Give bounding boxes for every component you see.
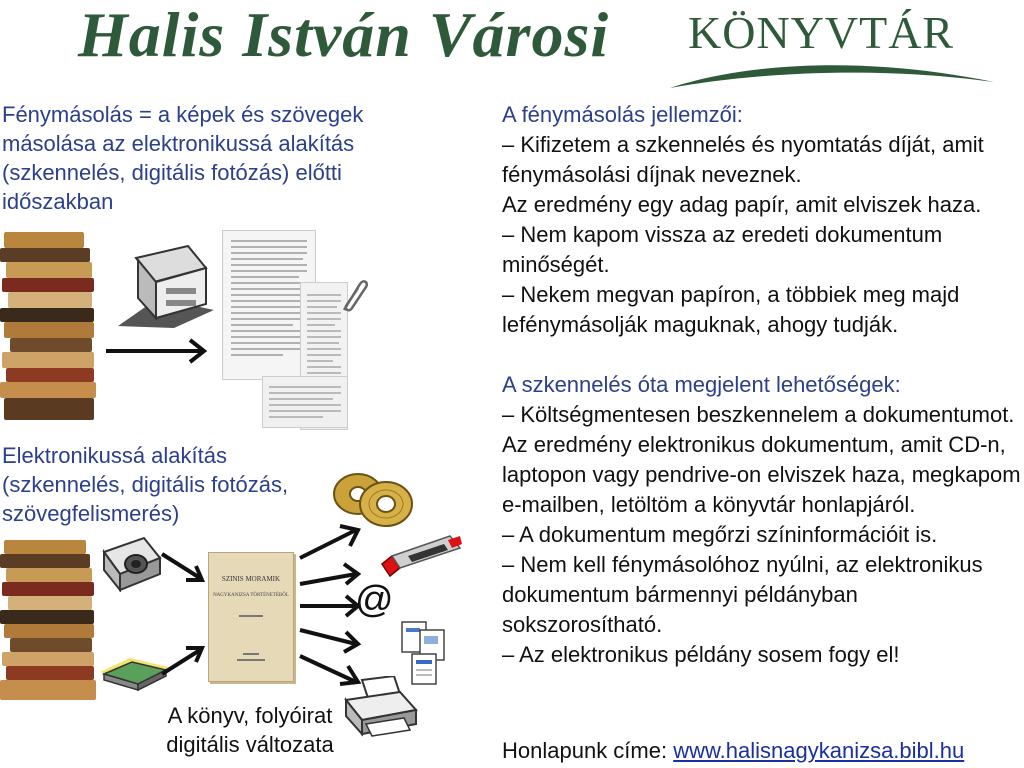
website-line bbox=[502, 738, 964, 764]
photocopy-features-title: A fénymásolás jellemzői: bbox=[502, 102, 743, 127]
book-cover-title: SZINIS MORAMIK bbox=[221, 575, 281, 583]
arrow-icon bbox=[160, 640, 208, 680]
photocopy-feature-line: – Nem kapom vissza az eredeti dokumentum minőségét. bbox=[502, 222, 943, 277]
website-label: Honlapunk címe: bbox=[502, 738, 674, 763]
usb-drive-icon bbox=[378, 534, 464, 578]
scanning-option-line: Az eredmény elektronikus dokumentum, amit CD-n, laptopon vagy pendrive-on elviszek haza, megkapom e-mailben, letöltöm a könyvtár honlapjáról. bbox=[502, 432, 1021, 517]
digital-version-caption: A könyv, folyóirat digitális változata bbox=[166, 703, 334, 757]
scanning-option-line: – Nem kell fénymásolóhoz nyúlni, az elektronikus dokumentum bármennyi példányban sokszorosítható. bbox=[502, 552, 983, 637]
digitize-definition: Elektronikussá alakítás (szkennelés, digitális fotózás, szövegfelismerés) bbox=[2, 443, 289, 526]
photocopy-feature-line: – Nekem megvan papíron, a többiek meg majd lefénymásolják maguknak, ahogy tudják. bbox=[502, 282, 960, 337]
logo-swoosh bbox=[668, 52, 998, 92]
cd-icon bbox=[330, 468, 414, 532]
book-stack-image bbox=[0, 232, 98, 422]
photocopier-icon bbox=[118, 238, 214, 328]
photocopy-definition: Fénymásolás = a képek és szövegek másolása az elektronikussá alakítás (szkennelés, digitális fotózás) előtti időszakban bbox=[2, 102, 364, 214]
paperclip-icon bbox=[338, 278, 368, 314]
library-wordmark: KÖNYVTÁR bbox=[688, 7, 955, 58]
website-link[interactable]: www.halisnagykanizsa.bibl.hu bbox=[673, 738, 965, 763]
library-title: Halis István Városi bbox=[78, 0, 610, 70]
book-stack-image bbox=[0, 540, 98, 702]
arrow-icon bbox=[104, 336, 214, 366]
right-column bbox=[502, 100, 1022, 670]
book-cover-subtitle: NAGYKANIZSA TÖRTÉNETÉBŐL bbox=[213, 593, 289, 598]
digital-book-cover bbox=[208, 552, 294, 682]
photocopy-feature-line: – Kifizetem a szkennelés és nyomtatás díját, amit fénymásolási díjnak neveznek. bbox=[502, 132, 984, 187]
scanning-option-line: – Az elektronikus példány sosem fogy el! bbox=[502, 642, 900, 667]
scanning-option-line: – Költségmentesen beszkennelem a dokumentumot. bbox=[502, 402, 1015, 427]
email-at-icon: @ bbox=[355, 579, 394, 621]
scanning-option-line: – A dokumentum megőrzi színinformációit is. bbox=[502, 522, 938, 547]
printer-icon bbox=[344, 676, 418, 738]
photocopy-page-image bbox=[262, 376, 348, 428]
arrow-icon bbox=[160, 548, 208, 588]
photocopy-feature-line: Az eredmény egy adag papír, amit elviszek haza. bbox=[502, 192, 982, 217]
scanning-options-title: A szkennelés óta megjelent lehetőségek: bbox=[502, 372, 901, 397]
camera-icon bbox=[100, 532, 162, 592]
